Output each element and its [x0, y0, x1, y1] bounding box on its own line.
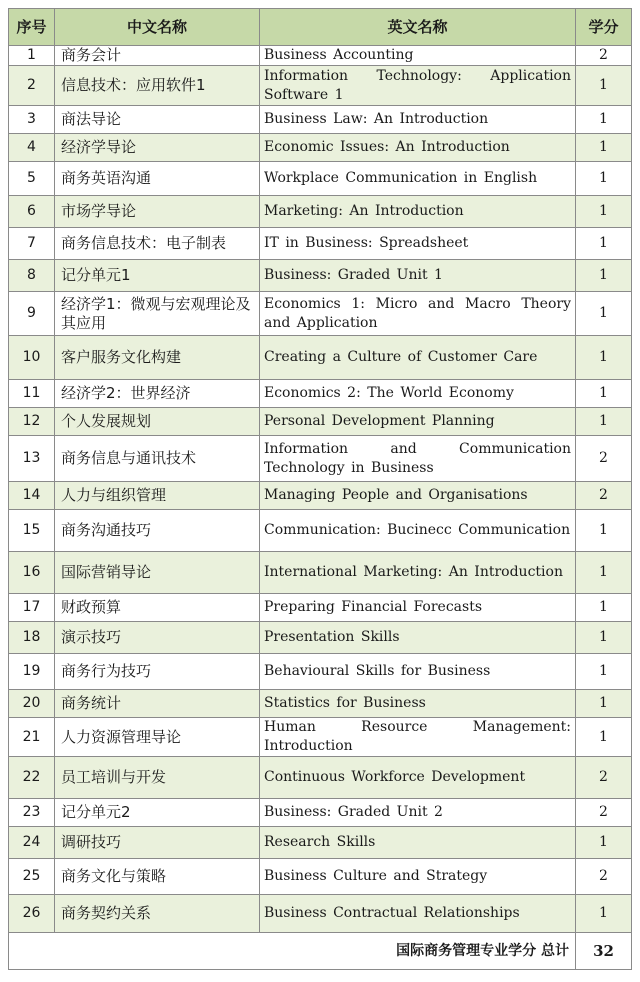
- table-row: [9, 336, 632, 380]
- row-number: 13: [9, 436, 55, 482]
- course-credits: 2: [576, 482, 632, 510]
- course-credits: 2: [576, 859, 632, 895]
- course-credits: 1: [576, 260, 632, 292]
- course-chinese-name: 客户服务文化构建: [55, 336, 260, 380]
- course-english-name: Managing People and Organisations: [260, 482, 576, 510]
- table-row: [9, 260, 632, 292]
- row-number: 20: [9, 690, 55, 718]
- row-number: 19: [9, 654, 55, 690]
- row-number: 21: [9, 718, 55, 757]
- course-chinese-name: 员工培训与开发: [55, 757, 260, 799]
- course-credits: 1: [576, 162, 632, 196]
- row-number: 5: [9, 162, 55, 196]
- course-chinese-name: 商务行为技巧: [55, 654, 260, 690]
- table-row: [9, 292, 632, 336]
- course-chinese-name: 国际营销导论: [55, 552, 260, 594]
- row-number: 9: [9, 292, 55, 336]
- row-number: 8: [9, 260, 55, 292]
- course-credits: 1: [576, 594, 632, 622]
- course-chinese-name: 记分单元2: [55, 799, 260, 827]
- course-english-name: Presentation Skills: [260, 622, 576, 654]
- row-number: 4: [9, 134, 55, 162]
- course-credits: 1: [576, 654, 632, 690]
- row-number: 24: [9, 827, 55, 859]
- row-number: 16: [9, 552, 55, 594]
- row-number: 14: [9, 482, 55, 510]
- table-row: [9, 799, 632, 827]
- course-chinese-name: 商务契约关系: [55, 895, 260, 933]
- header-row: [9, 9, 632, 46]
- course-credits: 2: [576, 436, 632, 482]
- row-number: 18: [9, 622, 55, 654]
- course-chinese-name: 演示技巧: [55, 622, 260, 654]
- course-english-name: Behavioural Skills for Business: [260, 654, 576, 690]
- table-row: [9, 66, 632, 106]
- course-english-name: Continuous Workforce Development: [260, 757, 576, 799]
- total-label: 国际商务管理专业学分 总计: [9, 933, 576, 970]
- course-credits: 1: [576, 134, 632, 162]
- course-chinese-name: 信息技术：应用软件1: [55, 66, 260, 106]
- course-english-name: Economic Issues: An Introduction: [260, 134, 576, 162]
- header-chinese-name: 中文名称: [55, 9, 260, 46]
- row-number: 22: [9, 757, 55, 799]
- course-english-name: Preparing Financial Forecasts: [260, 594, 576, 622]
- course-english-name: Personal Development Planning: [260, 408, 576, 436]
- course-credits: 1: [576, 718, 632, 757]
- table-row: [9, 594, 632, 622]
- row-number: 25: [9, 859, 55, 895]
- table-row: [9, 654, 632, 690]
- course-credits: 1: [576, 292, 632, 336]
- course-chinese-name: 人力与组织管理: [55, 482, 260, 510]
- course-english-name: Business: Graded Unit 1: [260, 260, 576, 292]
- course-chinese-name: 记分单元1: [55, 260, 260, 292]
- course-english-name: Statistics for Business: [260, 690, 576, 718]
- course-credits: 1: [576, 196, 632, 228]
- course-credits: 1: [576, 895, 632, 933]
- course-english-name: Business Accounting: [260, 46, 576, 66]
- course-chinese-name: 市场学导论: [55, 196, 260, 228]
- course-english-name: Economics 2: The World Economy: [260, 380, 576, 408]
- course-chinese-name: 个人发展规划: [55, 408, 260, 436]
- row-number: 3: [9, 106, 55, 134]
- course-chinese-name: 经济学导论: [55, 134, 260, 162]
- row-number: 12: [9, 408, 55, 436]
- row-number: 15: [9, 510, 55, 552]
- course-english-name: Communication: Bucinecc Communication: [260, 510, 576, 552]
- table-row: [9, 690, 632, 718]
- course-credits: 1: [576, 408, 632, 436]
- course-english-name: Business Contractual Relationships: [260, 895, 576, 933]
- header-no: 序号: [9, 9, 55, 46]
- header-english-name: 英文名称: [260, 9, 576, 46]
- row-number: 26: [9, 895, 55, 933]
- course-english-name: Information and Communication Technology in Business: [260, 436, 576, 482]
- course-chinese-name: 调研技巧: [55, 827, 260, 859]
- course-chinese-name: 商务会计: [55, 46, 260, 66]
- row-number: 23: [9, 799, 55, 827]
- course-english-name: Workplace Communication in English: [260, 162, 576, 196]
- table-row: [9, 196, 632, 228]
- course-english-name: Business: Graded Unit 2: [260, 799, 576, 827]
- course-credits: 1: [576, 66, 632, 106]
- course-credits: 1: [576, 228, 632, 260]
- row-number: 1: [9, 46, 55, 66]
- course-chinese-name: 人力资源管理导论: [55, 718, 260, 757]
- table-row: [9, 482, 632, 510]
- table-row: [9, 408, 632, 436]
- course-credits: 1: [576, 336, 632, 380]
- course-chinese-name: 经济学2：世界经济: [55, 380, 260, 408]
- course-english-name: Creating a Culture of Customer Care: [260, 336, 576, 380]
- course-credits: 2: [576, 799, 632, 827]
- course-chinese-name: 商务沟通技巧: [55, 510, 260, 552]
- table-row: [9, 436, 632, 482]
- credits-table-container: [8, 8, 631, 974]
- course-english-name: IT in Business: Spreadsheet: [260, 228, 576, 260]
- table-row: [9, 552, 632, 594]
- course-chinese-name: 商务信息与通讯技术: [55, 436, 260, 482]
- table-row: [9, 859, 632, 895]
- course-chinese-name: 商务信息技术：电子制表: [55, 228, 260, 260]
- course-english-name: Business Culture and Strategy: [260, 859, 576, 895]
- total-credits: 32: [576, 933, 632, 970]
- table-row: [9, 622, 632, 654]
- course-chinese-name: 商务统计: [55, 690, 260, 718]
- table-row: [9, 228, 632, 260]
- table-row: [9, 380, 632, 408]
- course-english-name: Economics 1: Micro and Macro Theory and Application: [260, 292, 576, 336]
- course-credits: 1: [576, 380, 632, 408]
- table-row: [9, 510, 632, 552]
- table-row: [9, 895, 632, 933]
- table-row: [9, 162, 632, 196]
- table-row: [9, 757, 632, 799]
- table-row: [9, 106, 632, 134]
- table-row: [9, 46, 632, 66]
- course-english-name: Information Technology: Application Software 1: [260, 66, 576, 106]
- course-english-name: Human Resource Management: Introduction: [260, 718, 576, 757]
- course-english-name: Marketing: An Introduction: [260, 196, 576, 228]
- row-number: 17: [9, 594, 55, 622]
- table-row: [9, 134, 632, 162]
- row-number: 10: [9, 336, 55, 380]
- course-chinese-name: 商务英语沟通: [55, 162, 260, 196]
- table-row: [9, 718, 632, 757]
- table-row: [9, 827, 632, 859]
- course-chinese-name: 经济学1：微观与宏观理论及其应用: [55, 292, 260, 336]
- course-english-name: International Marketing: An Introduction: [260, 552, 576, 594]
- course-english-name: Business Law: An Introduction: [260, 106, 576, 134]
- row-number: 6: [9, 196, 55, 228]
- header-credits: 学分: [576, 9, 632, 46]
- row-number: 11: [9, 380, 55, 408]
- course-english-name: Research Skills: [260, 827, 576, 859]
- course-credits: 1: [576, 690, 632, 718]
- table-body: [9, 46, 632, 933]
- course-credits: 1: [576, 827, 632, 859]
- total-row: [9, 933, 632, 970]
- course-chinese-name: 商务文化与策略: [55, 859, 260, 895]
- course-credits: 2: [576, 46, 632, 66]
- row-number: 2: [9, 66, 55, 106]
- course-credits: 1: [576, 622, 632, 654]
- row-number: 7: [9, 228, 55, 260]
- course-credits: 1: [576, 552, 632, 594]
- course-chinese-name: 财政预算: [55, 594, 260, 622]
- course-chinese-name: 商法导论: [55, 106, 260, 134]
- course-credits-table: [8, 8, 632, 970]
- course-credits: 2: [576, 757, 632, 799]
- course-credits: 1: [576, 106, 632, 134]
- course-credits: 1: [576, 510, 632, 552]
